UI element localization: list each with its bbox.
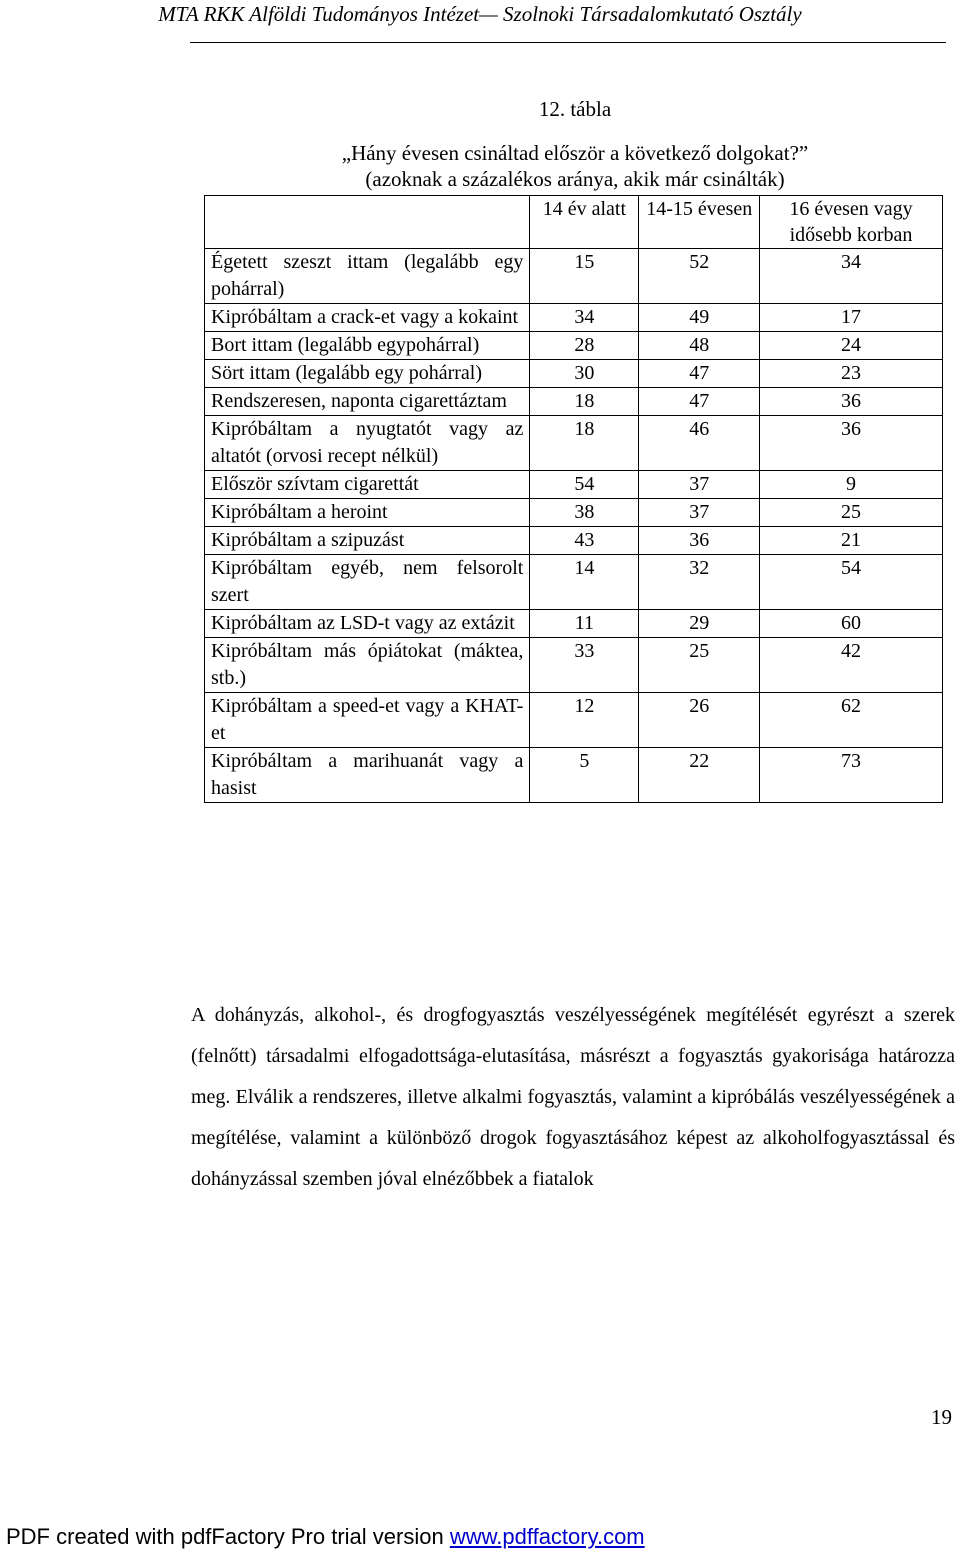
table-subtitle: (azoknak a százalékos aránya, akik már csinálták) [365,167,785,191]
cell-value: 23 [760,360,943,388]
table-row [205,499,943,527]
cell-value: 15 [530,249,639,304]
row-label: Kipróbáltam a nyugtatót vagy az altatót (orvosi recept nélkül) [205,416,530,471]
header-cell-16-plus: 16 évesen vagy idősebb korban [760,196,943,249]
cell-value: 17 [760,304,943,332]
cell-value: 33 [530,638,639,693]
page-header: MTA RKK Alföldi Tudományos Intézet— Szolnoki Társadalomkutató Osztály [158,2,802,26]
cell-value: 37 [639,471,760,499]
cell-value: 46 [639,416,760,471]
body-paragraph: A dohányzás, alkohol-, és drogfogyasztás veszélyességének megítélését egyrészt a szerek (felnőtt) társadalmi elfogadottsága-elutasítása, másrészt a fogyasztás gyakorisága határozza meg. Elválik a rendszeres, illetve alkalmi fogyasztás, valamint a kipróbálás veszélyességének a megítélése, valamint a különböző drogok fogyasztásához képest az alkoholfogyasztással és dohányzással szemben jóval elnézőbbek a fiatalok [191,1004,955,1190]
data-table [204,195,943,803]
cell-value: 36 [760,388,943,416]
table-row [205,304,943,332]
row-label: Bort ittam (legalább egypohárral) [205,332,530,360]
table-row [205,249,943,304]
header-rule [190,42,946,43]
cell-value: 9 [760,471,943,499]
cell-value: 24 [760,332,943,360]
cell-value: 47 [639,360,760,388]
row-label: Kipróbáltam a heroint [205,499,530,527]
cell-value: 38 [530,499,639,527]
row-label: Kipróbáltam a szipuzást [205,527,530,555]
cell-value: 18 [530,416,639,471]
cell-value: 48 [639,332,760,360]
cell-value: 5 [530,748,639,803]
cell-value: 47 [639,388,760,416]
cell-value: 11 [530,610,639,638]
row-label: Kipróbáltam más ópiátokat (máktea, stb.) [205,638,530,693]
cell-value: 54 [760,555,943,610]
table-row [205,748,943,803]
cell-value: 28 [530,332,639,360]
table-row [205,555,943,610]
cell-value: 52 [639,249,760,304]
row-label: Kipróbáltam a speed-et vagy a KHAT-et [205,693,530,748]
header-cell-14-15: 14-15 évesen [639,196,760,249]
cell-value: 36 [760,416,943,471]
cell-value: 42 [760,638,943,693]
cell-value: 54 [530,471,639,499]
table-caption: 12. tábla [538,97,612,121]
table-row [205,471,943,499]
cell-value: 43 [530,527,639,555]
row-label: Kipróbáltam az LSD-t vagy az extázit [205,610,530,638]
row-label: Kipróbáltam a crack-et vagy a kokaint [205,304,530,332]
header-cell-empty [205,196,530,249]
header-cell-under-14: 14 év alatt [530,196,639,249]
table-row [205,693,943,748]
cell-value: 62 [760,693,943,748]
cell-value: 25 [639,638,760,693]
pdf-footer [6,1524,645,1550]
cell-value: 34 [760,249,943,304]
cell-value: 25 [760,499,943,527]
table-row [205,360,943,388]
cell-value: 34 [530,304,639,332]
page-number: 19 [931,1405,952,1429]
cell-value: 36 [639,527,760,555]
table-question: „Hány évesen csináltad először a következő dolgokat?” [341,141,809,165]
table-row [205,527,943,555]
table-row [205,610,943,638]
cell-value: 49 [639,304,760,332]
row-label: Kipróbáltam a marihuanát vagy a hasist [205,748,530,803]
footer-link[interactable]: www.pdffactory.com [449,1524,645,1549]
table-row [205,332,943,360]
row-label: Kipróbáltam egyéb, nem felsorolt szert [205,555,530,610]
cell-value: 26 [639,693,760,748]
cell-value: 37 [639,499,760,527]
table-row [205,638,943,693]
cell-value: 14 [530,555,639,610]
table-row [205,388,943,416]
cell-value: 29 [639,610,760,638]
cell-value: 32 [639,555,760,610]
row-label: Sört ittam (legalább egy pohárral) [205,360,530,388]
row-label: Először szívtam cigarettát [205,471,530,499]
table-row [205,416,943,471]
cell-value: 60 [760,610,943,638]
cell-value: 12 [530,693,639,748]
cell-value: 73 [760,748,943,803]
table-header-row [205,196,943,249]
row-label: Égetett szeszt ittam (legalább egy pohárral) [205,249,530,304]
row-label: Rendszeresen, naponta cigarettáztam [205,388,530,416]
footer-text: PDF created with pdfFactory Pro trial version [6,1524,450,1549]
cell-value: 22 [639,748,760,803]
cell-value: 21 [760,527,943,555]
cell-value: 30 [530,360,639,388]
cell-value: 18 [530,388,639,416]
